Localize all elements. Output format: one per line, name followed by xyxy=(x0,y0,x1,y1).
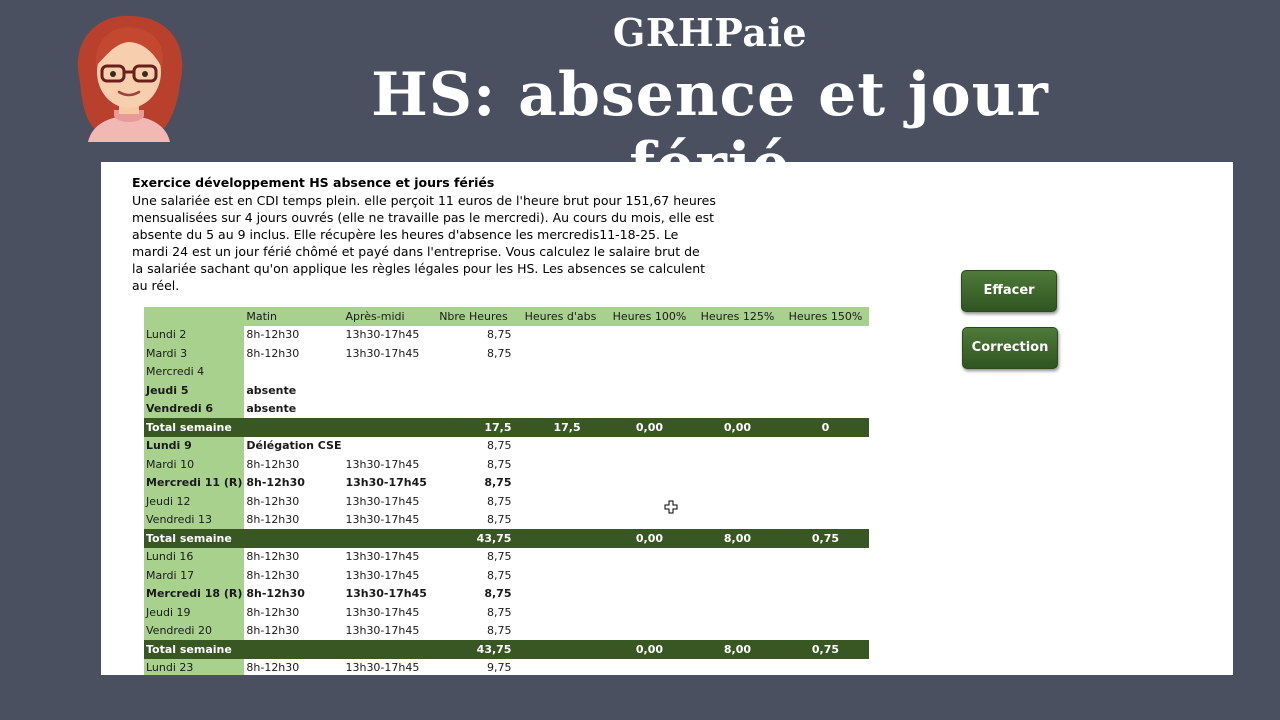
exercise-line: mardi 24 est un jour férié chômé et payé dans l'entreprise. Vous calculez le salaire brut de xyxy=(132,244,700,259)
cell-nbre: 17,5 xyxy=(431,418,515,437)
cell-am: 13h30-17h45 xyxy=(345,513,420,527)
cell-h150 xyxy=(781,437,869,456)
cell-nbre: 8,75 xyxy=(484,476,512,490)
cell-h125 xyxy=(693,326,781,345)
cell-day: Total semaine xyxy=(144,640,244,659)
effacer-button[interactable]: Effacer xyxy=(961,270,1057,312)
cell-nbre: 8,75 xyxy=(486,605,512,619)
cell-am xyxy=(343,418,431,437)
cell-abs xyxy=(515,474,605,493)
cell-h100: 0,00 xyxy=(605,640,693,659)
cell-h100 xyxy=(605,566,693,585)
cell-am: 13h30-17h45 xyxy=(345,346,420,360)
cell-nbre: 8,75 xyxy=(484,587,512,601)
cell-h150 xyxy=(781,455,869,474)
cell-h100 xyxy=(605,585,693,604)
exercise-line: mensualisées sur 4 jours ouvrés (elle ne travaille pas le mercredi). Au cours du mois, elle est xyxy=(132,210,715,225)
cell-h150: 0,75 xyxy=(781,529,869,548)
page-title: HS: absence et jour xyxy=(371,60,1049,130)
cell-day: Vendredi 13 xyxy=(144,511,244,530)
exercise-line: Une salariée est en CDI temps plein. elle perçoit 11 euros de l'heure brut pour 151,67 heures xyxy=(132,193,716,208)
table-row xyxy=(144,548,869,567)
cell-h100 xyxy=(605,363,693,382)
table-row xyxy=(144,437,869,456)
cell-h125 xyxy=(693,437,781,456)
cell-am xyxy=(343,640,431,659)
table-row xyxy=(144,400,869,419)
cell-nbre xyxy=(431,400,515,419)
cell-matin: Délégation CSE xyxy=(246,439,342,453)
cell-am xyxy=(343,529,431,548)
exercise-line: absente du 5 au 9 inclus. Elle récupère les heures d'absence les mercredis11-18-25. Le xyxy=(132,227,679,242)
header-cell xyxy=(144,307,244,326)
cell-matin: 8h-12h30 xyxy=(246,513,300,527)
avatar-icon xyxy=(66,12,192,142)
cell-am: 13h30-17h45 xyxy=(345,624,420,638)
table-row xyxy=(144,474,869,493)
table-row xyxy=(144,381,869,400)
cell-nbre: 8,75 xyxy=(486,550,512,564)
cell-matin: 8h-12h30 xyxy=(246,605,300,619)
correction-button[interactable]: Correction xyxy=(962,327,1058,369)
cell-day: Vendredi 20 xyxy=(144,622,244,641)
cell-h125 xyxy=(693,400,781,419)
cell-abs xyxy=(515,400,605,419)
header-cell: Après-midi xyxy=(343,307,431,326)
total-row xyxy=(144,640,869,659)
cell-h125 xyxy=(693,344,781,363)
cell-h150: 0,75 xyxy=(781,640,869,659)
table-header-row xyxy=(144,307,869,326)
cell-h125 xyxy=(693,622,781,641)
total-row xyxy=(144,529,869,548)
cell-nbre: 9,75 xyxy=(486,661,512,675)
cell-matin: 8h-12h30 xyxy=(246,457,300,471)
cell-nbre: 8,75 xyxy=(486,457,512,471)
cell-matin xyxy=(244,640,343,659)
cell-day: Lundi 9 xyxy=(144,437,244,456)
cell-h150 xyxy=(781,363,869,382)
header-cell: Heures 125% xyxy=(693,307,781,326)
cell-am xyxy=(343,437,431,456)
cell-h100 xyxy=(605,659,693,676)
cell-nbre xyxy=(431,363,515,382)
cell-day: Mardi 3 xyxy=(144,344,244,363)
cell-h150 xyxy=(781,344,869,363)
cell-matin: 8h-12h30 xyxy=(246,587,305,601)
cell-h150 xyxy=(781,659,869,676)
cell-h100 xyxy=(605,511,693,530)
cell-day: Lundi 16 xyxy=(144,548,244,567)
cell-nbre: 8,75 xyxy=(486,624,512,638)
cell-am: 13h30-17h45 xyxy=(345,457,420,471)
cell-matin: 8h-12h30 xyxy=(246,550,300,564)
cell-h100: 0,00 xyxy=(605,529,693,548)
cell-h100 xyxy=(605,455,693,474)
cell-abs xyxy=(515,659,605,676)
cell-day: Jeudi 19 xyxy=(144,603,244,622)
cell-abs xyxy=(515,344,605,363)
cell-matin: 8h-12h30 xyxy=(246,346,300,360)
cell-day: Mercredi 4 xyxy=(144,363,244,382)
cell-h125 xyxy=(693,455,781,474)
cell-h125: 8,00 xyxy=(693,640,781,659)
cell-abs xyxy=(515,529,605,548)
cell-h125 xyxy=(693,548,781,567)
cell-h100 xyxy=(605,344,693,363)
cell-h150: 0 xyxy=(781,418,869,437)
cell-h150 xyxy=(781,548,869,567)
cell-day: Jeudi 12 xyxy=(144,492,244,511)
channel-subtitle: GRHPaie xyxy=(612,10,808,55)
cell-matin: 8h-12h30 xyxy=(246,624,300,638)
cell-matin xyxy=(244,529,343,548)
cell-h150 xyxy=(781,326,869,345)
cell-am: 13h30-17h45 xyxy=(345,661,420,675)
cell-h100 xyxy=(605,326,693,345)
cell-h150 xyxy=(781,585,869,604)
cell-am: 13h30-17h45 xyxy=(345,328,420,342)
table-row xyxy=(144,659,869,676)
cell-nbre: 8,75 xyxy=(486,439,512,453)
exercise-text xyxy=(132,192,732,294)
cell-h100 xyxy=(605,474,693,493)
table-row xyxy=(144,585,869,604)
cell-matin: absente xyxy=(246,402,297,416)
cell-abs xyxy=(515,363,605,382)
cell-matin xyxy=(244,363,343,382)
table-row xyxy=(144,511,869,530)
cell-nbre: 43,75 xyxy=(431,640,515,659)
cell-nbre: 8,75 xyxy=(486,513,512,527)
table-row xyxy=(144,492,869,511)
cell-day: Total semaine xyxy=(144,418,244,437)
cell-h150 xyxy=(781,474,869,493)
cell-h125: 0,00 xyxy=(693,418,781,437)
cell-day: Mercredi 11 (R) xyxy=(144,474,244,493)
cell-am: 13h30-17h45 xyxy=(345,587,427,601)
cell-h125 xyxy=(693,492,781,511)
exercise-line: au réel. xyxy=(132,278,180,293)
cell-day: Lundi 23 xyxy=(144,659,244,676)
cell-am: 13h30-17h45 xyxy=(345,494,420,508)
cell-h125 xyxy=(693,511,781,530)
cell-am: 13h30-17h45 xyxy=(345,476,427,490)
cell-h150 xyxy=(781,511,869,530)
header-cell: Heures 100% xyxy=(605,307,693,326)
cell-h125 xyxy=(693,363,781,382)
total-row xyxy=(144,418,869,437)
cell-am xyxy=(343,400,431,419)
cell-h100 xyxy=(605,603,693,622)
cell-matin: 8h-12h30 xyxy=(246,494,300,508)
cell-h100 xyxy=(605,400,693,419)
cell-h100 xyxy=(605,437,693,456)
cell-matin: 8h-12h30 xyxy=(246,328,300,342)
cell-h125 xyxy=(693,474,781,493)
cell-day: Vendredi 6 xyxy=(144,400,244,419)
cell-abs xyxy=(515,437,605,456)
cell-h125 xyxy=(693,585,781,604)
table-row xyxy=(144,363,869,382)
cell-h150 xyxy=(781,566,869,585)
spreadsheet-area xyxy=(101,162,1233,675)
cell-h150 xyxy=(781,381,869,400)
header-cell: Heures d'abs xyxy=(515,307,605,326)
cell-nbre: 8,75 xyxy=(486,494,512,508)
cell-am: 13h30-17h45 xyxy=(345,605,420,619)
cell-matin: 8h-12h30 xyxy=(246,568,300,582)
cell-am xyxy=(343,381,431,400)
cell-matin: absente xyxy=(246,383,297,397)
cell-day: Lundi 2 xyxy=(144,326,244,345)
cell-abs xyxy=(515,492,605,511)
table-row xyxy=(144,455,869,474)
cell-day: Mardi 10 xyxy=(144,455,244,474)
hours-table xyxy=(144,307,869,675)
header-cell: Heures 150% xyxy=(781,307,869,326)
cell-abs xyxy=(515,566,605,585)
cell-h125 xyxy=(693,603,781,622)
cell-am xyxy=(343,363,431,382)
cell-abs xyxy=(515,381,605,400)
cell-h100 xyxy=(605,381,693,400)
cell-h100: 0,00 xyxy=(605,418,693,437)
cell-h150 xyxy=(781,492,869,511)
cell-day: Jeudi 5 xyxy=(144,381,244,400)
cell-abs xyxy=(515,640,605,659)
cell-h125 xyxy=(693,566,781,585)
cell-abs xyxy=(515,511,605,530)
cell-matin: 8h-12h30 xyxy=(246,661,300,675)
cell-matin xyxy=(244,418,343,437)
cell-h150 xyxy=(781,622,869,641)
cell-h125: 8,00 xyxy=(693,529,781,548)
cell-matin: 8h-12h30 xyxy=(246,476,305,490)
header-cell: Matin xyxy=(244,307,343,326)
cell-nbre: 8,75 xyxy=(486,346,512,360)
cell-abs: 17,5 xyxy=(515,418,605,437)
cell-nbre xyxy=(431,381,515,400)
cell-h150 xyxy=(781,603,869,622)
cell-abs xyxy=(515,548,605,567)
cell-day: Mercredi 18 (R) xyxy=(144,585,244,604)
cell-nbre: 8,75 xyxy=(486,568,512,582)
table-row xyxy=(144,326,869,345)
cell-abs xyxy=(515,326,605,345)
exercise-line: la salariée sachant qu'on applique les règles légales pour les HS. Les absences se calculent xyxy=(132,261,706,276)
cell-abs xyxy=(515,585,605,604)
header-cell: Nbre Heures xyxy=(431,307,515,326)
cell-h125 xyxy=(693,659,781,676)
cell-abs xyxy=(515,622,605,641)
exercise-title: Exercice développement HS absence et jours fériés xyxy=(132,175,495,190)
table-row xyxy=(144,603,869,622)
table-row xyxy=(144,344,869,363)
cell-am: 13h30-17h45 xyxy=(345,550,420,564)
cell-h150 xyxy=(781,400,869,419)
cell-h125 xyxy=(693,381,781,400)
cell-day: Mardi 17 xyxy=(144,566,244,585)
cell-h100 xyxy=(605,622,693,641)
cell-nbre: 8,75 xyxy=(486,328,512,342)
cell-h100 xyxy=(605,548,693,567)
cell-abs xyxy=(515,603,605,622)
cell-h100 xyxy=(605,492,693,511)
cell-am: 13h30-17h45 xyxy=(345,568,420,582)
cell-nbre: 43,75 xyxy=(431,529,515,548)
table-row xyxy=(144,566,869,585)
crosshair-cursor-icon xyxy=(664,500,678,514)
table-row xyxy=(144,622,869,641)
cell-abs xyxy=(515,455,605,474)
cell-day: Total semaine xyxy=(144,529,244,548)
